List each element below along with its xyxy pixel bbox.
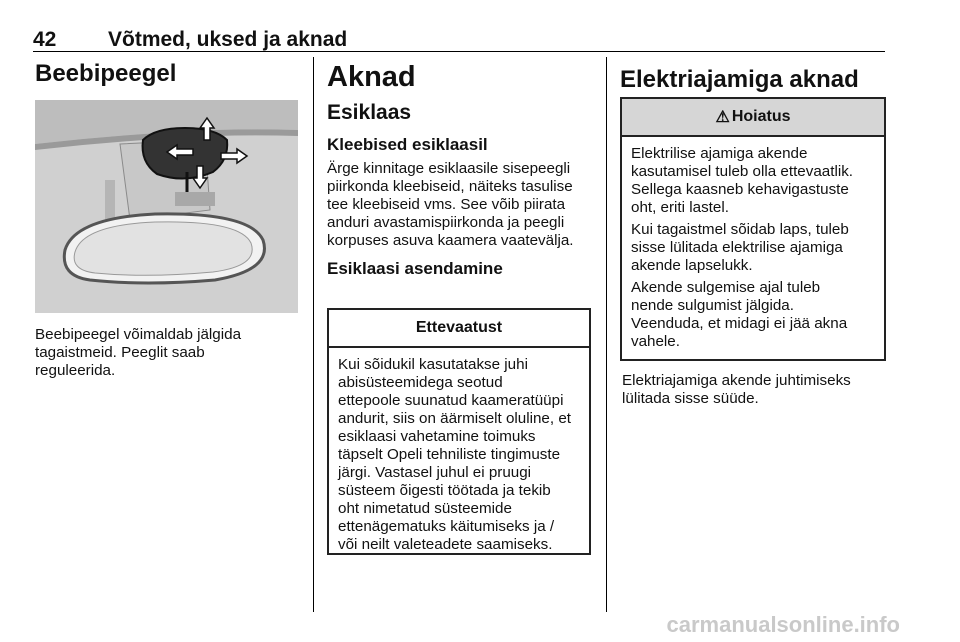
column-divider-2 — [606, 57, 607, 612]
text-line: Beebipeegel võimaldab jälgida — [35, 326, 242, 343]
text-line: andurit, siis on äärmiselt oluline, et — [338, 410, 571, 427]
text-line: täpselt Opeli tehniliste tingimuste — [338, 446, 561, 463]
warning-header — [622, 99, 884, 137]
warning-paragraph — [631, 145, 875, 217]
mirror-figure — [35, 100, 298, 313]
rearview-mirror-with-arrows-illustration — [35, 100, 298, 313]
text-line: Akende sulgemise ajal tuleb — [631, 279, 821, 296]
section-heading-power-windows: Elektriajamiga aknad — [620, 66, 859, 93]
chapter-title: Võtmed, uksed ja aknad — [108, 28, 348, 51]
subheading-stickers: Kleebised esiklaasil — [327, 135, 488, 154]
text-line: abisüsteemidega seotud — [338, 374, 503, 391]
text-line: reguleerida. — [35, 362, 116, 379]
text-line: või neilt valeteadete saamiseks. — [338, 536, 553, 553]
text-line: oht, eriti lastel. — [631, 199, 729, 216]
text-line: ettenägematuks käitumiseks ja / — [338, 518, 555, 535]
text-line: Elektriajamiga akende juhtimiseks — [622, 372, 851, 389]
text-line: Kui tagaistmel sõidab laps, tuleb — [631, 221, 849, 238]
text-line: nende sulgumist jälgida. — [631, 297, 794, 314]
text-line: oht nimetatud süsteemide — [338, 500, 512, 517]
text-line: vahele. — [631, 333, 680, 350]
caution-box — [327, 308, 591, 555]
baby-mirror-description — [35, 326, 298, 380]
caution-body — [329, 348, 589, 554]
header-divider — [33, 51, 885, 52]
text-line: tagaistmeid. Peeglit saab — [35, 344, 205, 361]
column-divider-1 — [313, 57, 314, 612]
text-line: järgi. Vastasel juhul ei pruugi — [338, 464, 532, 481]
text-line: sisse lülitada elektrilise ajamiga — [631, 239, 843, 256]
caution-title: Ettevaatust — [329, 310, 589, 348]
text-line: korpuses asuva kaamera vaatevälja. — [327, 232, 574, 249]
column-windows — [327, 60, 591, 280]
section-heading-baby-mirror: Beebipeegel — [35, 60, 177, 87]
section-heading-windows: Aknad — [327, 61, 416, 93]
text-line: lülitada sisse süüde. — [622, 390, 759, 407]
text-line: tee kleebiseid vms. See võib piirata — [327, 196, 566, 213]
column-power-windows — [620, 60, 886, 94]
warning-box — [620, 97, 886, 361]
text-line: piirkonda kleebiseid, näiteks tasulise — [327, 178, 573, 195]
subheading-windscreen: Esiklaas — [327, 101, 412, 124]
column-baby-mirror — [35, 60, 298, 379]
text-line: Sellega kaasneb kehavigastuste — [631, 181, 849, 198]
warning-paragraph — [631, 279, 875, 351]
warning-paragraph — [631, 221, 875, 275]
power-windows-paragraph — [622, 372, 886, 408]
text-line: akende lapselukk. — [631, 257, 753, 274]
warning-body — [622, 137, 884, 351]
text-line: Ärge kinnitage esiklaasile sisepeegli — [327, 160, 571, 177]
warning-triangle-icon: ⚠ — [715, 109, 730, 126]
text-line: ettepoole suunatud kaameratüüpi — [338, 392, 564, 409]
text-line: anduri avastamispiirkonda ja peegli — [327, 214, 565, 231]
stickers-paragraph — [327, 160, 591, 250]
subheading-windscreen-replacement: Esiklaasi asendamine — [327, 259, 503, 278]
text-line: süsteem õigesti töötada ja tekib — [338, 482, 551, 499]
text-line: esiklaasi vahetamine toimuks — [338, 428, 536, 445]
text-line: kasutamisel tuleb olla ettevaatlik. — [631, 163, 854, 180]
page-number: 42 — [33, 28, 57, 51]
warning-title: Hoiatus — [731, 108, 791, 125]
page-header — [33, 28, 885, 50]
text-line: Veenduda, et midagi ei jää akna — [631, 315, 848, 332]
watermark: carmanualsonline.info — [666, 612, 900, 637]
text-line: Elektrilise ajamiga akende — [631, 145, 808, 162]
text-line: Kui sõidukil kasutatakse juhi — [338, 356, 528, 373]
